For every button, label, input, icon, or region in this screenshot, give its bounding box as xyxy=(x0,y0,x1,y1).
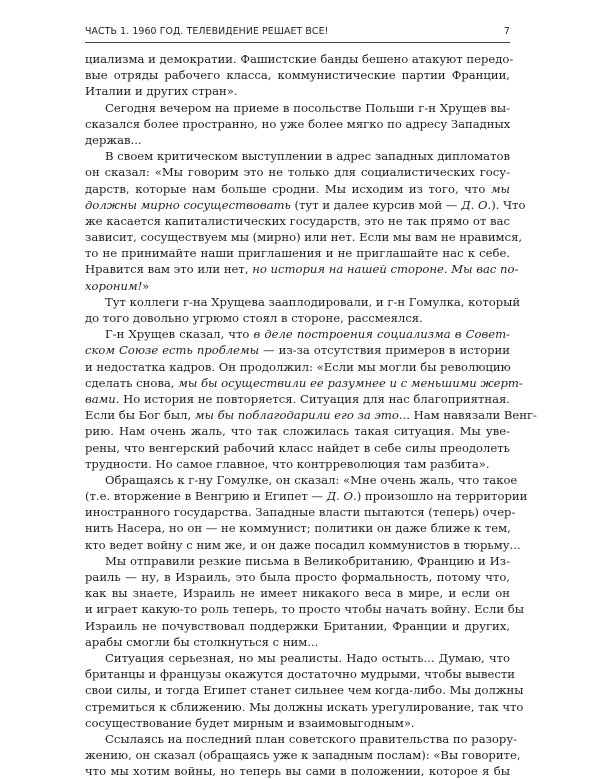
text-segment: до того довольно угрюмо стоял в стороне, рассмеялся. xyxy=(85,311,423,325)
text-line xyxy=(85,261,519,277)
text-segment: иностранного государства. Западные власти пытаются (теперь) очер- xyxy=(85,505,516,520)
text-segment: сделать снова, xyxy=(85,375,179,390)
text-line xyxy=(85,310,510,326)
text-segment: сосуществование будет мирным и взаимовыгодным». xyxy=(85,715,415,730)
italic-text: должны мирно сосуществовать xyxy=(85,197,291,212)
text-line xyxy=(85,67,510,83)
text-segment: циализма и демократии. Фашистские банды бешено атакуют передо- xyxy=(85,52,514,66)
text-segment: Ссылаясь на последний план советского правительства по разору- xyxy=(105,731,518,746)
text-segment: он сказал: «Мы говорим это не только для социалистических госу- xyxy=(85,165,510,180)
text-segment: жению, он сказал (обращаясь уже к западным послам): «Вы говорите, xyxy=(85,748,521,763)
text-line xyxy=(85,83,510,99)
text-line xyxy=(85,278,510,294)
text-line xyxy=(85,116,510,132)
text-line xyxy=(85,634,510,650)
text-line xyxy=(85,520,510,536)
italic-text: Д. О. xyxy=(326,489,357,504)
italic-text: мы бы поблагодарили его за это xyxy=(194,408,399,423)
text-line xyxy=(85,715,510,731)
text-line xyxy=(85,537,521,553)
text-line xyxy=(85,747,521,763)
text-segment: ). Что xyxy=(491,197,526,212)
italic-text: мы xyxy=(490,181,510,196)
text-line xyxy=(85,731,518,747)
text-line xyxy=(85,472,518,488)
text-segment: сказался более пространно, но уже более мягко по адресу Западных xyxy=(85,116,511,131)
text-line xyxy=(85,359,510,375)
text-line xyxy=(85,682,524,698)
body-text xyxy=(85,51,537,779)
text-segment: Если бы Бог был, xyxy=(85,408,195,423)
text-segment: ) произошло на территории xyxy=(356,489,528,504)
text-line xyxy=(85,294,521,310)
text-segment: то не принимайте наши приглашения и не приглашайте нас к себе. xyxy=(85,246,510,261)
text-line xyxy=(85,326,510,342)
italic-text: мы бы осуществили ее разумнее и с меньшими жерт- xyxy=(178,375,523,390)
text-segment: ... Нам навязали Венг- xyxy=(398,408,537,423)
text-line xyxy=(85,601,525,617)
text-segment: (тут и далее курсив мой — xyxy=(290,197,462,212)
text-line xyxy=(85,553,510,569)
text-segment: свои силы, и тогда Египет станет сильнее чем когда-либо. Мы должны xyxy=(85,683,524,698)
text-line xyxy=(85,504,516,520)
text-line xyxy=(85,569,510,585)
text-line xyxy=(85,181,510,197)
text-segment: рию. Нам очень жаль, что так сложилась такая ситуация. Мы уве- xyxy=(85,424,510,439)
text-line xyxy=(85,650,510,666)
text-segment: дарств, которые нам больше сродни. Мы исходим из того, что xyxy=(85,181,491,196)
text-segment: стремиться к сближению. Мы должны искать урегулирование, так что xyxy=(85,699,524,714)
text-segment: вые отряды рабочего класса, коммунистические партии Франции, xyxy=(85,68,510,83)
text-segment: трудности. Но самое главное, что контрреволюция там разбита». xyxy=(85,456,490,471)
text-line xyxy=(85,456,510,472)
text-segment: как вы знаете, Израиль не имеет никакого веса в мире, и если он xyxy=(85,586,510,601)
running-header xyxy=(85,26,510,40)
text-line xyxy=(85,213,510,229)
text-segment: Тут коллеги г-на Хрущева зааплодировали, и г-н Гомулка, который xyxy=(105,294,521,309)
text-line xyxy=(85,763,510,779)
text-segment: Сегодня вечером на приеме в посольстве Польши г-н Хрущев вы- xyxy=(105,100,510,115)
text-segment: раиль — ну, в Израиль, это была просто формальность, потому что, xyxy=(85,570,510,584)
text-segment: же касается капиталистических государств, это не так прямо от вас xyxy=(85,213,510,228)
text-line xyxy=(85,245,510,261)
text-segment: рены, что венгерский рабочий класс найдет в себе силы преодолеть xyxy=(85,440,510,455)
text-segment: — из-за отсутствия примеров в истории xyxy=(259,343,510,358)
italic-text: хороним! xyxy=(85,278,143,293)
text-segment: что мы хотим войны, но теперь вы сами в положении, которое я бы xyxy=(85,764,510,779)
text-segment: Нравится вам это или нет, xyxy=(85,262,253,277)
text-line xyxy=(85,666,516,682)
text-segment: Италии и других стран». xyxy=(85,84,238,99)
text-line xyxy=(85,342,510,358)
text-line xyxy=(85,618,510,634)
page-number: 7 xyxy=(503,26,510,37)
text-segment: . Но история не повторяется. Ситуация для нас благоприятная. xyxy=(115,391,510,406)
text-line xyxy=(85,100,510,116)
chapter-title: ЧАСТЬ 1. 1960 ГОД. ТЕЛЕВИДЕНИЕ РЕШАЕТ ВСЕ! xyxy=(85,26,329,37)
text-segment: Г-н Хрущев сказал, что xyxy=(105,327,254,342)
text-segment: » xyxy=(142,278,150,293)
text-segment: держав... xyxy=(85,132,142,147)
text-segment: британцы и французы окажутся достаточно мудрыми, чтобы вывести xyxy=(85,667,516,682)
header-rule xyxy=(85,42,510,43)
text-segment: и играет какую-то роль теперь, то просто чтобы начать войну. Если бы xyxy=(85,602,525,617)
text-line xyxy=(85,197,526,213)
text-segment: В своем критическом выступлении в адрес западных дипломатов xyxy=(105,149,510,164)
text-segment: (т.е. вторжение в Венгрию и Египет — xyxy=(85,489,327,504)
text-line xyxy=(85,488,528,504)
text-line xyxy=(85,229,523,245)
text-segment: нить Насера, но он — не коммунист; политики он даже ближе к тем, xyxy=(85,521,511,536)
text-line xyxy=(85,423,510,439)
text-segment: Обращаясь к г-ну Гомулке, он сказал: «Мне очень жаль, что такое xyxy=(105,472,518,487)
text-segment: зависит, сосуществуем мы (мирно) или нет. Если мы вам не нравимся, xyxy=(85,230,523,245)
text-line xyxy=(85,148,510,164)
text-line xyxy=(85,391,510,407)
italic-text: ском Союзе есть проблемы xyxy=(85,343,260,358)
text-line xyxy=(85,375,523,391)
text-segment: кто ведет войну с ним же, и он даже посадил коммунистов в тюрьму... xyxy=(85,537,521,552)
text-segment: Израиль не почувствовал поддержки Британии, Франции и других, xyxy=(85,618,510,633)
text-line xyxy=(85,440,510,456)
italic-text: Д. О. xyxy=(461,197,492,212)
text-line xyxy=(85,164,510,180)
italic-text: вами xyxy=(85,391,116,406)
italic-text: но история на нашей стороне. Мы вас по- xyxy=(252,262,519,277)
text-line xyxy=(85,132,510,148)
text-segment: Ситуация серьезная, но мы реалисты. Надо остыть... Думаю, что xyxy=(105,650,510,665)
italic-text: в деле построения социализма в Совет- xyxy=(253,327,510,342)
text-segment: Мы отправили резкие письма в Великобританию, Францию и Из- xyxy=(105,553,510,568)
text-segment: и недостатка кадров. Он продолжил: «Если мы могли бы революцию xyxy=(85,359,511,374)
text-segment: арабы смогли бы столкнуться с ним... xyxy=(85,634,319,649)
text-line xyxy=(85,51,514,67)
text-line xyxy=(85,407,537,423)
text-line xyxy=(85,585,510,601)
text-line xyxy=(85,699,524,715)
